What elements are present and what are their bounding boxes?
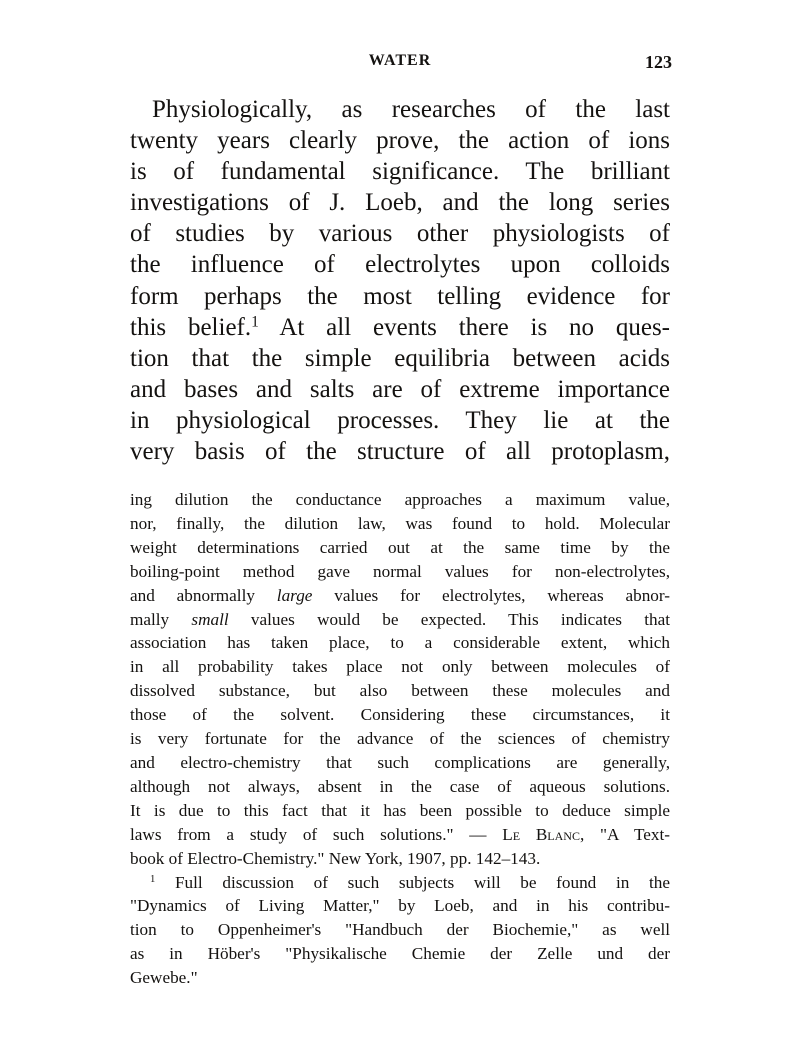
footnote-line: as in Höber's "Physikalische Chemie der Zelle und der <box>130 944 670 964</box>
footnote-line <box>130 871 670 895</box>
main-line: Physiologically, as researches of the last <box>152 96 670 123</box>
note-fragment: mally <box>130 609 192 629</box>
main-line: and bases and salts are of extreme importance <box>130 375 670 403</box>
note-line: although not always, absent in the case of aqueous solutions. <box>130 776 670 796</box>
running-head <box>130 52 670 74</box>
note-line: and electro-chemistry that such complications are generally, <box>130 752 670 772</box>
note-line: ing dilution the conductance approaches a maximum value, <box>130 490 670 509</box>
main-line: of studies by various other physiologists of <box>130 220 670 248</box>
continued-quote-note <box>130 488 670 871</box>
note-line: weight determinations carried out at the same time by the <box>130 537 670 557</box>
note-fragment: values would be expected. This indicates that <box>228 609 670 629</box>
footnote-line: Gewebe." <box>130 968 198 988</box>
main-line: twenty years clearly prove, the action of ions <box>130 127 670 155</box>
main-line: form perhaps the most telling evidence for <box>130 282 670 310</box>
main-line: tion that the simple equilibria between acids <box>130 344 670 372</box>
footnote-1 <box>130 871 670 991</box>
note-fragment: laws from a study of such solutions." — <box>130 824 503 844</box>
note-line: association has taken place, to a considerable extent, which <box>130 633 670 653</box>
note-line <box>130 608 670 632</box>
main-line: very basis of the structure of all protoplasm, <box>130 438 670 466</box>
emphasis-text: large <box>276 585 313 605</box>
main-line <box>130 312 670 343</box>
main-line: is of fundamental significance. The brilliant <box>130 158 670 186</box>
footnote-line: "Dynamics of Living Matter," by Loeb, and in his contribu- <box>130 896 670 916</box>
emphasis-text: small <box>191 609 229 629</box>
notes-section <box>130 488 670 990</box>
main-line: investigations of J. Loeb, and the long series <box>130 189 670 217</box>
main-line: in physiological processes. They lie at the <box>130 406 670 434</box>
footnote-marker: 1 <box>150 873 156 885</box>
page-number: 123 <box>645 52 672 72</box>
footnote-fragment: Full discussion of such subjects will be found in the <box>155 872 670 892</box>
note-line: dissolved substance, but also between these molecules and <box>130 681 670 701</box>
footnote-reference: 1 <box>251 313 259 331</box>
note-line: in all probability takes place not only between molecules of <box>130 657 670 677</box>
note-line: is very fortunate for the advance of the sciences of chemistry <box>130 729 670 749</box>
cited-author: Le Blanc <box>502 824 580 844</box>
note-line: nor, finally, the dilution law, was found to hold. Molecular <box>130 513 670 533</box>
note-line: book of Electro-Chemistry." New York, 1907, pp. 142–143. <box>130 848 541 868</box>
note-line <box>130 823 670 847</box>
note-fragment: , "A Text- <box>579 824 670 844</box>
note-line <box>130 584 670 608</box>
footnote-line: tion to Oppenheimer's "Handbuch der Biochemie," as well <box>130 920 670 940</box>
running-title: WATER <box>368 52 432 69</box>
note-fragment: and abnormally <box>130 585 277 605</box>
note-line: It is due to this fact that it has been possible to deduce simple <box>130 800 670 820</box>
main-paragraph <box>130 94 670 467</box>
main-text-fragment: this belief. <box>130 313 252 341</box>
note-fragment: values for electrolytes, whereas abnor- <box>312 585 670 605</box>
main-line: the influence of electrolytes upon colloids <box>130 251 670 279</box>
note-line: those of the solvent. Considering these circumstances, it <box>130 705 670 725</box>
note-line: boiling-point method gave normal values for non-electrolytes, <box>130 561 670 581</box>
main-text-fragment: At all events there is no ques- <box>258 313 671 341</box>
